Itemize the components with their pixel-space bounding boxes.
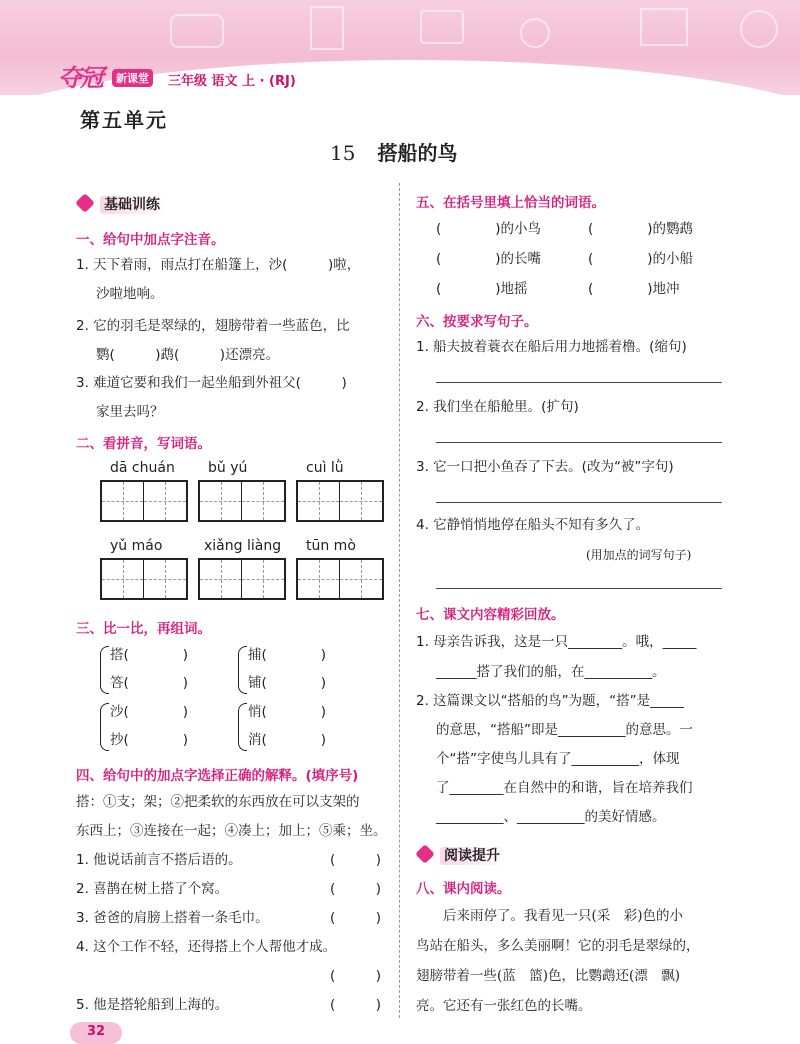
pinyin-label: dā chuán (110, 460, 175, 476)
q1-line: 鹦( )鹉( )还漂亮。 (96, 347, 280, 363)
q5-heading: 五、在括号里填上恰当的词语。 (416, 195, 605, 211)
q7-line: ______搭了我们的船，在__________。 (436, 664, 666, 680)
q4-definition: 东西上；③连接在一起；④凑上；加上；⑤乘；坐。 (76, 823, 387, 839)
q4-definition: 搭：①支；架；②把柔软的东西放在可以支架的 (76, 794, 360, 810)
passage-line: 翅膀带着一些(蓝 篮)色，比鹦鹉还(漂 飘) (416, 968, 681, 984)
column-divider (399, 183, 400, 1018)
answer-blank[interactable]: ( ) (330, 910, 382, 926)
q4-item: 4. 这个工作不轻，还得搭上个人帮他才成。 (76, 939, 337, 955)
diamond-icon (415, 844, 435, 864)
fill-blank[interactable]: ( )的长嘴 (436, 251, 542, 267)
book-icon (640, 8, 688, 46)
q6-heading: 六、按要求写句子。 (416, 314, 538, 330)
writing-grid[interactable] (296, 558, 384, 600)
brace (100, 646, 109, 694)
writing-grid[interactable] (100, 558, 188, 600)
writing-grid[interactable] (296, 480, 384, 522)
compare-word: 搭( ) (110, 647, 189, 663)
q3-heading: 三、比一比，再组词。 (76, 621, 211, 637)
q1-line: 2. 它的羽毛是翠绿的，翅膀带着一些蓝色，比 (76, 318, 350, 334)
q7-line: __________、__________的美好情感。 (436, 809, 666, 825)
q7-heading: 七、课文内容精彩回放。 (416, 607, 565, 623)
q6-note: (用加点的词写句子) (586, 548, 692, 562)
answer-line[interactable] (436, 442, 722, 443)
q1-line: 1. 天下着雨，雨点打在船篷上，沙( )啦， (76, 257, 361, 273)
q4-item: 3. 爸爸的肩膀上搭着一条毛巾。 (76, 910, 269, 926)
q7-line: 个“搭”字使鸟儿具有了__________，体现 (436, 751, 680, 767)
answer-blank[interactable]: ( ) (330, 968, 382, 984)
answer-blank[interactable]: ( ) (330, 852, 382, 868)
compare-word: 悄( ) (248, 704, 327, 720)
q7-line: 了________在自然中的和谐，旨在培养我们 (436, 780, 693, 796)
page-number: 32 (70, 1022, 122, 1044)
compare-word: 捕( ) (248, 647, 327, 663)
folder-icon (420, 10, 464, 44)
fill-blank[interactable]: ( )的小船 (588, 251, 694, 267)
compare-word: 消( ) (248, 732, 327, 748)
answer-blank[interactable]: ( ) (330, 881, 382, 897)
fill-blank[interactable]: ( )地摇 (436, 281, 528, 297)
q7-line: 的意思，“搭船”即是__________的意思。一 (436, 722, 693, 738)
notebook-icon (170, 14, 224, 48)
passage-line: 后来雨停了。我看见一只(采 彩)色的小 (416, 908, 684, 924)
answer-line[interactable] (436, 588, 722, 589)
brand-logo-sub: 新课堂 (112, 69, 153, 87)
q7-line: 1. 母亲告诉我，这是一只________。哦，_____ (416, 634, 697, 650)
section-badge-reading: 阅读提升 (416, 845, 508, 865)
fill-blank[interactable]: ( )的小鸟 (436, 221, 542, 237)
writing-grid[interactable] (198, 558, 286, 600)
q8-heading: 八、课内阅读。 (416, 881, 511, 897)
answer-blank[interactable]: ( ) (330, 997, 382, 1013)
lesson-title (330, 137, 457, 166)
writing-grid[interactable] (100, 480, 188, 522)
q7-line: 2. 这篇课文以“搭船的鸟”为题，“搭”是_____ (416, 693, 684, 709)
brand-logo: 夺冠 (58, 64, 102, 92)
q1-line: 3. 难道它要和我们一起坐船到外祖父( ) (76, 375, 347, 391)
diamond-icon (75, 193, 95, 213)
q4-heading: 四、给句中的加点字选择正确的解释。(填序号) (76, 768, 359, 784)
q6-item: 2. 我们坐在船舱里。(扩句) (416, 399, 579, 415)
q6-item: 1. 船夫披着蓑衣在船后用力地摇着橹。(缩句) (416, 339, 687, 355)
q6-item: 3. 它一口把小鱼吞了下去。(改为“被”字句) (416, 459, 674, 475)
fill-blank[interactable]: ( )的鹦鹉 (588, 221, 694, 237)
pinyin-label: bǔ yú (208, 460, 248, 476)
brace (100, 703, 109, 751)
answer-line[interactable] (436, 502, 722, 503)
compare-word: 抄( ) (110, 732, 189, 748)
section-badge-basic: 基础训练 (76, 194, 168, 214)
globe-icon (740, 10, 778, 48)
compare-word: 沙( ) (110, 704, 189, 720)
page-header (0, 0, 800, 95)
passage-line: 亮。它还有一张红色的长嘴。 (416, 998, 592, 1014)
compare-word: 答( ) (110, 675, 189, 691)
q2-heading: 二、看拼音，写词语。 (76, 436, 211, 452)
q1-heading: 一、给句中加点字注音。 (76, 232, 225, 248)
lesson-number: 15 (330, 141, 356, 165)
q1-line: 家里去吗？ (96, 404, 164, 420)
brace (238, 703, 247, 751)
pinyin-label: cuì lǜ (306, 460, 344, 476)
fill-blank[interactable]: ( )地冲 (588, 281, 680, 297)
lesson-name: 搭船的鸟 (377, 141, 458, 165)
writing-grid[interactable] (198, 480, 286, 522)
backpack-icon (310, 6, 344, 50)
passage-line: 鸟站在船头，多么美丽啊！它的羽毛是翠绿的， (416, 938, 700, 954)
pinyin-label: xiǎng liàng (204, 538, 282, 554)
q6-item: 4. 它静悄悄地停在船头不知有多久了。 (416, 517, 650, 533)
q4-item: 5. 他是搭轮船到上海的。 (76, 997, 229, 1013)
answer-line[interactable] (436, 382, 722, 383)
grade-subject: 三年级 语文 上 · (RJ) (168, 74, 296, 89)
compare-word: 铺( ) (248, 675, 327, 691)
brace (238, 646, 247, 694)
unit-title: 第五单元 (80, 108, 168, 132)
pinyin-label: tūn mò (306, 538, 356, 554)
q1-line: 沙啦地响。 (96, 286, 164, 302)
pinyin-label: yǔ máo (110, 538, 163, 554)
q4-item: 2. 喜鹊在树上搭了个窝。 (76, 881, 229, 897)
clock-icon (520, 18, 550, 48)
q4-item: 1. 他说话前言不搭后语的。 (76, 852, 242, 868)
